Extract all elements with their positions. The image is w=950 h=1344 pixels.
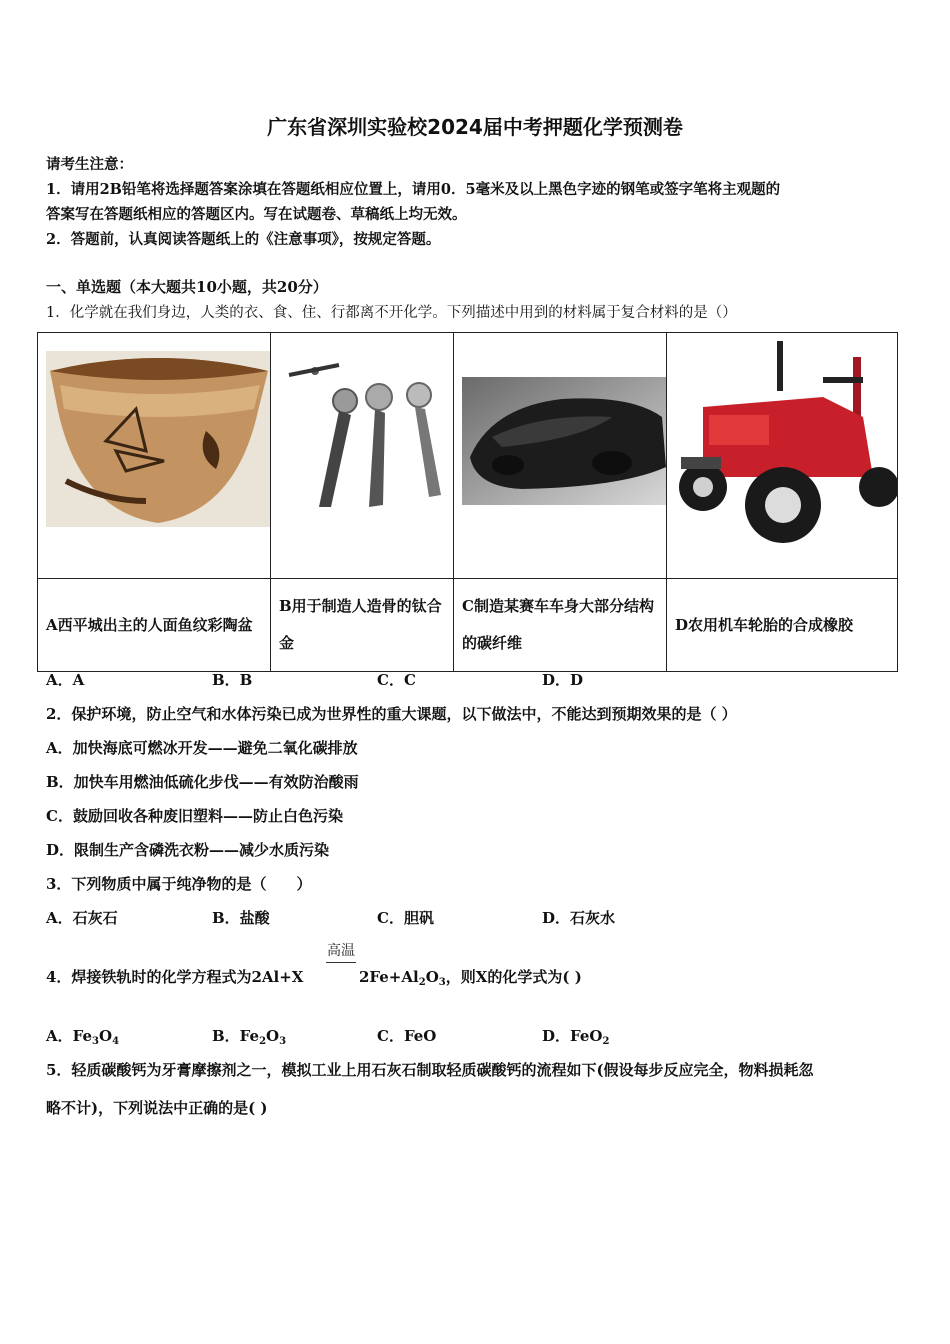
q4-option-d[interactable]: [542, 1025, 609, 1047]
q4-b-o: O: [266, 1027, 280, 1045]
cell-image-d: [667, 333, 898, 579]
q2-stem: 2．保护环境，防止空气和水体污染已成为世界性的重大课题，以下做法中，不能达到预期效果的是（ ）: [46, 705, 737, 723]
q2-option-b[interactable]: B．加快车用燃油低硫化步伐——有效防治酸雨: [46, 773, 359, 791]
q4-reactants: 4．焊接铁轨时的化学方程式为2Al+X: [46, 968, 304, 986]
q5-line-2: 略不计)，下列说法中正确的是( ): [46, 1099, 268, 1117]
q4-products: [359, 966, 582, 988]
q4-sub-2: 2: [418, 977, 426, 988]
notice-heading: 请考生注意：: [46, 156, 133, 173]
q4-option-b[interactable]: [212, 1025, 286, 1047]
q4-a-o: O: [98, 1027, 113, 1045]
cell-image-b: [271, 333, 454, 579]
q3-option-c[interactable]: C．胆矾: [377, 909, 434, 927]
titanium-implant-image: [279, 357, 454, 517]
q4-b-sub1: 2: [259, 1036, 267, 1047]
q4-b-sub2: 3: [279, 1036, 287, 1047]
q3-option-a[interactable]: A．石灰石: [46, 909, 118, 927]
caption-b: B用于制造人造骨的钛合金: [271, 579, 454, 672]
section-heading: 一、单选题（本大题共10小题，共20分）: [46, 278, 328, 296]
tractor-image: [673, 337, 897, 547]
q1-option-a[interactable]: A．A: [46, 671, 85, 689]
q1-stem: 1．化学就在我们身边，人类的衣、食、住、行都离不开化学。下列描述中用到的材料属于复合材料的是（）: [46, 305, 737, 321]
q5-line-1: 5．轻质碳酸钙为牙膏摩擦剂之一，模拟工业上用石灰石制取轻质碳酸钙的流程如下(假设每步反应完全，物料损耗忽: [46, 1061, 814, 1079]
cell-image-c: [454, 333, 667, 579]
q1-material-table: [37, 332, 898, 672]
cell-image-a: [38, 333, 271, 579]
q1-option-b[interactable]: B．B: [212, 671, 253, 689]
q1-option-d[interactable]: D．D: [542, 671, 584, 689]
q4-product-al: 2Fe+Al: [359, 968, 419, 986]
notice-line-1b: 答案写在答题纸相应的答题区内。写在试题卷、草稿纸上均无效。: [46, 206, 467, 223]
q1-option-c[interactable]: C．C: [377, 671, 416, 689]
notice-line-2: 2．答题前，认真阅读答题纸上的《注意事项》，按规定答题。: [46, 231, 441, 248]
q4-product-o: O: [425, 968, 439, 986]
q4-d-feo: D．FeO: [542, 1027, 603, 1045]
caption-a: A西平城出主的人面鱼纹彩陶盆: [38, 579, 271, 672]
caption-c: C制造某赛车车身大部分结构的碳纤维: [454, 579, 667, 672]
notice-line-1: 1．请用2B铅笔将选择题答案涂填在答题纸相应位置上，请用0．5毫米及以上黑色字迹的钢笔或签字笔将主观题的: [46, 181, 781, 198]
q2-option-c[interactable]: C．鼓励回收各种废旧塑料——防止白色污染: [46, 807, 343, 825]
q4-d-sub1: 2: [602, 1036, 610, 1047]
q2-option-d[interactable]: D．限制生产含磷洗衣粉——减少水质污染: [46, 841, 330, 859]
caption-d: D农用机车轮胎的合成橡胶: [667, 579, 898, 672]
q3-option-d[interactable]: D．石灰水: [542, 909, 616, 927]
pottery-bowl-image: [46, 351, 270, 527]
reaction-condition: 高温: [327, 943, 355, 959]
reaction-arrow-line: [326, 962, 356, 963]
q4-sub-3: 3: [438, 977, 446, 988]
q4-b-fe: B．Fe: [212, 1027, 260, 1045]
q3-option-b[interactable]: B．盐酸: [212, 909, 270, 927]
page-title: 广东省深圳实验校2024届中考押题化学预测卷: [267, 115, 683, 139]
q4-stem: [46, 966, 303, 987]
q4-a-sub1: 3: [92, 1036, 99, 1047]
q4-question: ，则X的化学式为( ): [445, 968, 582, 986]
q3-stem: 3．下列物质中属于纯净物的是（ ）: [46, 875, 312, 893]
q4-a-fe: A．Fe: [46, 1027, 93, 1045]
q2-option-a[interactable]: A．加快海底可燃冰开发——避免二氧化碳排放: [46, 739, 358, 757]
q4-a-sub2: 4: [112, 1036, 120, 1047]
carbon-fiber-car-body-image: [462, 377, 667, 505]
q4-option-a[interactable]: [46, 1025, 119, 1047]
q4-option-c[interactable]: C．FeO: [377, 1027, 437, 1045]
